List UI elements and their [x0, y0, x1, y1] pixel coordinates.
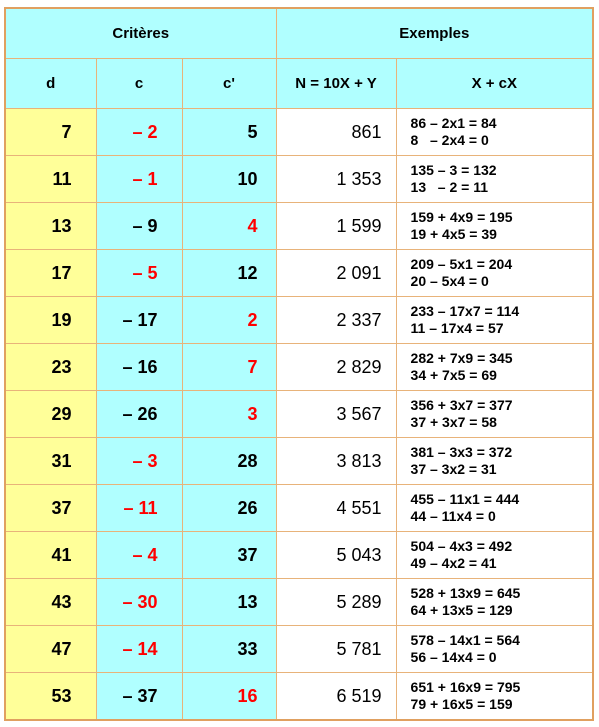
cell-n: 5 781 — [276, 626, 396, 673]
table-row — [5, 250, 593, 297]
column-header-d: d — [5, 59, 96, 109]
example-line-1: 651 + 16x9 = 795 — [410, 679, 521, 695]
cell-c-prime: 37 — [182, 532, 276, 579]
cell-c: – 11 — [96, 485, 182, 532]
cell-n: 3 813 — [276, 438, 396, 485]
example-line-2: 11 – 17x4 = 57 — [410, 320, 504, 336]
cell-d: 37 — [5, 485, 96, 532]
cell-c: – 17 — [96, 297, 182, 344]
cell-d: 17 — [5, 250, 96, 297]
table-row — [5, 579, 593, 626]
example-line-2: 37 – 3x2 = 31 — [410, 461, 497, 477]
example-line-1: 282 + 7x9 = 345 — [410, 350, 513, 366]
example-line-2: 79 + 16x5 = 159 — [410, 696, 513, 712]
cell-c-prime: 4 — [182, 203, 276, 250]
example-line-1: 504 – 4x3 = 492 — [410, 538, 513, 554]
column-header-x: X + cX — [396, 59, 593, 109]
cell-c-prime: 16 — [182, 673, 276, 721]
example-line-2: 44 – 11x4 = 0 — [410, 508, 496, 524]
cell-d: 11 — [5, 156, 96, 203]
table-row — [5, 297, 593, 344]
cell-examples — [396, 250, 593, 297]
cell-examples — [396, 579, 593, 626]
header-exemples: Exemples — [276, 8, 593, 59]
example-line-2: 13 – 2 = 11 — [410, 179, 488, 195]
cell-d: 29 — [5, 391, 96, 438]
example-line-2: 37 + 3x7 = 58 — [410, 414, 497, 430]
cell-examples — [396, 109, 593, 156]
example-line-1: 233 – 17x7 = 114 — [410, 303, 520, 319]
cell-n: 2 829 — [276, 344, 396, 391]
cell-examples — [396, 297, 593, 344]
cell-n: 3 567 — [276, 391, 396, 438]
cell-n: 2 091 — [276, 250, 396, 297]
cell-c-prime: 33 — [182, 626, 276, 673]
cell-c-prime: 3 — [182, 391, 276, 438]
table-row — [5, 673, 593, 721]
cell-c: – 4 — [96, 532, 182, 579]
cell-examples — [396, 156, 593, 203]
cell-examples — [396, 626, 593, 673]
cell-d: 19 — [5, 297, 96, 344]
cell-examples — [396, 673, 593, 721]
table-row — [5, 156, 593, 203]
example-line-2: 64 + 13x5 = 129 — [410, 602, 513, 618]
cell-d: 43 — [5, 579, 96, 626]
column-header-c: c — [96, 59, 182, 109]
header-criteres: Critères — [5, 8, 276, 59]
cell-n: 5 043 — [276, 532, 396, 579]
example-line-1: 381 – 3x3 = 372 — [410, 444, 513, 460]
cell-d: 53 — [5, 673, 96, 721]
cell-c: – 2 — [96, 109, 182, 156]
cell-c-prime: 28 — [182, 438, 276, 485]
example-line-2: 56 – 14x4 = 0 — [410, 649, 497, 665]
example-line-2: 8 – 2x4 = 0 — [410, 132, 489, 148]
cell-c: – 1 — [96, 156, 182, 203]
example-line-1: 86 – 2x1 = 84 — [410, 115, 497, 131]
table-row — [5, 626, 593, 673]
cell-c: – 16 — [96, 344, 182, 391]
example-line-1: 528 + 13x9 = 645 — [410, 585, 521, 601]
cell-c: – 37 — [96, 673, 182, 721]
cell-c-prime: 2 — [182, 297, 276, 344]
example-line-1: 159 + 4x9 = 195 — [410, 209, 513, 225]
cell-n: 5 289 — [276, 579, 396, 626]
cell-c-prime: 7 — [182, 344, 276, 391]
cell-d: 13 — [5, 203, 96, 250]
example-line-1: 135 – 3 = 132 — [410, 162, 497, 178]
cell-examples — [396, 203, 593, 250]
table-row — [5, 109, 593, 156]
cell-examples — [396, 532, 593, 579]
column-header-c-prime: c' — [182, 59, 276, 109]
cell-d: 41 — [5, 532, 96, 579]
cell-d: 23 — [5, 344, 96, 391]
table-row — [5, 438, 593, 485]
cell-examples — [396, 485, 593, 532]
cell-c: – 30 — [96, 579, 182, 626]
example-line-2: 19 + 4x5 = 39 — [410, 226, 497, 242]
divisibility-table — [4, 7, 594, 721]
example-line-2: 49 – 4x2 = 41 — [410, 555, 497, 571]
cell-c-prime: 5 — [182, 109, 276, 156]
cell-n: 4 551 — [276, 485, 396, 532]
cell-n: 2 337 — [276, 297, 396, 344]
table-row — [5, 203, 593, 250]
example-line-1: 209 – 5x1 = 204 — [410, 256, 513, 272]
cell-examples — [396, 391, 593, 438]
example-line-2: 20 – 5x4 = 0 — [410, 273, 489, 289]
cell-c: – 5 — [96, 250, 182, 297]
cell-d: 31 — [5, 438, 96, 485]
example-line-1: 455 – 11x1 = 444 — [410, 491, 520, 507]
example-line-2: 34 + 7x5 = 69 — [410, 367, 497, 383]
cell-c: – 3 — [96, 438, 182, 485]
cell-c-prime: 13 — [182, 579, 276, 626]
table-body — [5, 109, 593, 721]
cell-d: 47 — [5, 626, 96, 673]
cell-c-prime: 10 — [182, 156, 276, 203]
example-line-1: 356 + 3x7 = 377 — [410, 397, 513, 413]
cell-c: – 9 — [96, 203, 182, 250]
table-row — [5, 485, 593, 532]
cell-c: – 26 — [96, 391, 182, 438]
cell-n: 1 353 — [276, 156, 396, 203]
example-line-1: 578 – 14x1 = 564 — [410, 632, 520, 648]
table-row — [5, 532, 593, 579]
cell-n: 6 519 — [276, 673, 396, 721]
cell-examples — [396, 344, 593, 391]
cell-c-prime: 26 — [182, 485, 276, 532]
cell-d: 7 — [5, 109, 96, 156]
column-header-n: N = 10X + Y — [276, 59, 396, 109]
cell-n: 1 599 — [276, 203, 396, 250]
table-row — [5, 344, 593, 391]
table-row — [5, 391, 593, 438]
cell-c-prime: 12 — [182, 250, 276, 297]
cell-examples — [396, 438, 593, 485]
cell-c: – 14 — [96, 626, 182, 673]
cell-n: 861 — [276, 109, 396, 156]
